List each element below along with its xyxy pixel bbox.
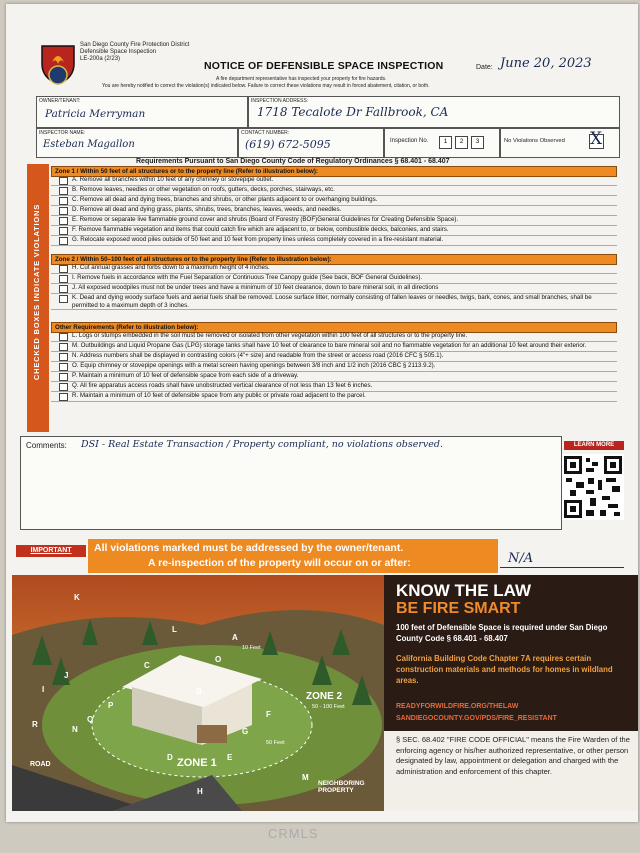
list-item: I. Remove fuels in accordance with the Fuel Separation or Continuous Tree Canopy guide (See back, BOF General Guidelines). bbox=[51, 274, 617, 284]
inspection-no-1[interactable]: 1 bbox=[439, 136, 452, 149]
requirements-heading: Requirements Pursuant to San Diego County Code of Regulatory Ordinances § 68.401 - 68.407 bbox=[136, 158, 450, 165]
violation-checkbox[interactable] bbox=[59, 295, 68, 303]
important-line-1: All violations marked must be addressed by the owner/tenant. bbox=[94, 542, 404, 554]
intro-line-2: You are hereby notified to correct the violation(s) indicated below. Failure to correct these violations may result in forced abatement, citation, or both. bbox=[102, 83, 430, 89]
no-violations-checkbox[interactable] bbox=[589, 129, 604, 149]
fifty-feet-label: 50 Feet bbox=[266, 740, 285, 746]
list-item: H. Cut annual grasses and forbs down to a maximum height of 4 inches. bbox=[51, 264, 617, 274]
inspection-no-field bbox=[384, 128, 500, 158]
inspection-no-2[interactable]: 2 bbox=[455, 136, 468, 149]
list-item: F. Remove flammable vegetation and items that could catch fire which are adjacent to, or below, combustible decks, balconies, and stairs. bbox=[51, 226, 617, 236]
know-the-law-poster bbox=[12, 575, 638, 811]
address-field[interactable] bbox=[248, 96, 620, 128]
poster-letter: A bbox=[232, 633, 238, 642]
poster-link-2[interactable]: SANDIEGOCOUNTY.GOV/PDS/FIRE_RESISTANT bbox=[396, 715, 557, 722]
violation-checkbox[interactable] bbox=[59, 197, 68, 205]
list-item: R. Maintain a minimum of 10 feet of defensible space from any public or private road adjacent to the parcel. bbox=[51, 392, 617, 402]
list-item: G. Relocate exposed wood piles outside of 50 feet and 10 feet from property lines unless completely covered in a fire-resistant material. bbox=[51, 236, 617, 246]
zone1-heading: Zone 1 / Within 50 feet of all structures or to the property line (Refer to illustration below): bbox=[51, 166, 617, 177]
date-label: Date: bbox=[476, 64, 493, 71]
contact-field[interactable] bbox=[238, 128, 384, 158]
other-heading: Other Requirements (Refer to illustration below): bbox=[51, 322, 617, 333]
violation-checkbox[interactable] bbox=[59, 285, 68, 293]
poster-letter: P bbox=[108, 701, 114, 710]
neighboring-property-label: NEIGHBORING PROPERTY bbox=[318, 780, 365, 794]
poster-letter: H bbox=[197, 787, 203, 796]
poster-para-3: § SEC. 68.402 "FIRE CODE OFFICIAL" means the Fire Warden of the enforcing agency or his/her authorized representative, or other person designated by law, appointment or delegation and charged with the administration and enforcement of this chapter. bbox=[396, 735, 630, 776]
contact-value: (619) 672-5095 bbox=[245, 138, 331, 151]
poster-letter: J bbox=[64, 671, 69, 680]
comments-label: Comments: bbox=[26, 441, 67, 450]
violation-checkbox[interactable] bbox=[59, 237, 68, 245]
inspection-no-label: Inspection No. bbox=[390, 138, 429, 144]
list-item: O. Equip chimney or stovepipe openings with a metal screen having openings between 3/8 inch and 1/2 inch (2016 CBC § 2113.9.2). bbox=[51, 362, 617, 372]
list-item: N. Address numbers shall be displayed in contrasting colors (4"+ size) and readable from the street or access road (2016 CFC § 505.1). bbox=[51, 352, 617, 362]
inspection-no-3[interactable]: 3 bbox=[471, 136, 484, 149]
inspector-field[interactable] bbox=[36, 128, 238, 158]
date-value: June 20, 2023 bbox=[500, 56, 592, 71]
list-item: P. Maintain a minimum of 10 feet of defensible space from each side of a driveway. bbox=[51, 372, 617, 382]
violation-checkbox[interactable] bbox=[59, 383, 68, 391]
important-tag: IMPORTANT bbox=[16, 545, 86, 557]
list-item: J. All exposed woodpiles must not be under trees and have a minimum of 10 feet clearance, down to bare mineral soil, in all directions bbox=[51, 284, 617, 294]
list-item: A. Remove all branches within 10 feet of any chimney or stovepipe outlet. bbox=[51, 176, 617, 186]
reinspection-value[interactable]: N/A bbox=[508, 551, 534, 566]
poster-letter: N bbox=[72, 725, 78, 734]
violation-checkbox[interactable] bbox=[59, 343, 68, 351]
poster-para-1: 100 feet of Defensible Space is required under San Diego County Code § 68.401 - 68.407 bbox=[396, 623, 608, 643]
poster-letter: D bbox=[167, 753, 173, 762]
no-violations-mark: X bbox=[590, 129, 603, 149]
list-item: D. Remove all dead and dying grass, plants, shrubs, trees, branches, leaves, weeds, and needles. bbox=[51, 206, 617, 216]
violation-checkbox[interactable] bbox=[59, 227, 68, 235]
watermark: CRMLS bbox=[268, 826, 319, 841]
comments-value: DSI - Real Estate Transaction / Property compliant, no violations observed. bbox=[81, 439, 443, 450]
no-violations-field bbox=[500, 128, 620, 158]
other-list bbox=[51, 332, 617, 402]
ten-feet-label: 10 Feet bbox=[242, 645, 261, 651]
violation-checkbox[interactable] bbox=[59, 275, 68, 283]
zone1-label: ZONE 1 bbox=[177, 757, 217, 769]
zone2-heading: Zone 2 / Within 50–100 feet of all structures or to the property line (Refer to illustration below): bbox=[51, 254, 617, 265]
poster-subheading: BE FIRE SMART bbox=[396, 600, 521, 617]
comments-field[interactable] bbox=[20, 436, 562, 530]
violations-side-label: CHECKED BOXES INDICATE VIOLATIONS bbox=[32, 203, 41, 381]
poster-letter: R bbox=[32, 720, 38, 729]
form-name: Defensible Space Inspection bbox=[80, 49, 157, 55]
list-item: B. Remove leaves, needles or other vegetation on roofs, gutters, decks, porches, stairways, etc. bbox=[51, 186, 617, 196]
poster-letter: B bbox=[196, 687, 202, 696]
zone2-list bbox=[51, 264, 617, 310]
address-label: INSPECTION ADDRESS: bbox=[251, 98, 309, 104]
list-item: L. Logs or stumps embedded in the soil must be removed or isolated from other vegetation within 100 feet of all structures or to the property line. bbox=[51, 332, 617, 342]
poster-letter: I bbox=[42, 685, 45, 694]
zone2-range: 50 - 100 Feet bbox=[312, 704, 345, 710]
violation-checkbox[interactable] bbox=[59, 217, 68, 225]
owner-field[interactable] bbox=[36, 96, 248, 128]
violation-checkbox[interactable] bbox=[59, 363, 68, 371]
poster-link-1[interactable]: READYFORWILDFIRE.ORG/THELAW bbox=[396, 703, 519, 710]
poster-letter: M bbox=[302, 773, 309, 782]
inspector-label: INSPECTOR NAME: bbox=[39, 130, 86, 136]
list-item: C. Remove all dead and dying trees, branches and shrubs, or other plants adjacent to or overhanging buildings. bbox=[51, 196, 617, 206]
address-value: 1718 Tecalote Dr Fallbrook, CA bbox=[257, 105, 449, 119]
poster-heading: KNOW THE LAW bbox=[396, 581, 532, 600]
poster-letter: L bbox=[172, 625, 177, 634]
learn-more-tag: LEARN MORE bbox=[564, 441, 624, 450]
zone1-list bbox=[51, 176, 617, 246]
important-line-2: A re-inspection of the property will occur on or after: bbox=[148, 557, 411, 569]
calfire-logo bbox=[38, 42, 78, 86]
poster-letter: K bbox=[74, 593, 80, 602]
poster-letter: E bbox=[227, 753, 233, 762]
intro-line-1: A fire department representative has inspected your property for fire hazards. bbox=[216, 76, 387, 82]
list-item: E. Remove or separate live flammable ground cover and shrubs (Board of Forestry (BOF)General Guidelines for Creating Defensible Space). bbox=[51, 216, 617, 226]
list-item: K. Dead and dying woody surface fuels and aerial fuels shall be removed. Loose surface litter, normally consisting of fallen leaves or needles, twigs, bark, cones, and small branches, shall be permitted to a maximum depth of 3 inches. bbox=[51, 294, 617, 310]
violation-checkbox[interactable] bbox=[59, 393, 68, 401]
violation-checkbox[interactable] bbox=[59, 187, 68, 195]
poster-letter: Q bbox=[87, 715, 94, 724]
agency-name: San Diego County Fire Protection District bbox=[80, 42, 190, 48]
violation-checkbox[interactable] bbox=[59, 353, 68, 361]
owner-label: OWNER/TENANT: bbox=[39, 98, 81, 104]
no-violations-label: No Violations Observed bbox=[504, 138, 565, 144]
violation-checkbox[interactable] bbox=[59, 177, 68, 185]
poster-letter: O bbox=[215, 655, 222, 664]
contact-label: CONTACT NUMBER: bbox=[241, 130, 290, 136]
zone2-label: ZONE 2 bbox=[306, 691, 343, 702]
poster-letter: G bbox=[242, 727, 249, 736]
qr-code-icon[interactable] bbox=[562, 454, 624, 520]
list-item: M. Outbuildings and Liquid Propane Gas (LPG) storage tanks shall have 10 feet of clearance to bare mineral soil and no flammable vegetation for an additional 10 feet around their exterior. bbox=[51, 342, 617, 352]
road-label: ROAD bbox=[30, 761, 51, 768]
page-title: NOTICE OF DEFENSIBLE SPACE INSPECTION bbox=[204, 60, 444, 72]
poster-letter: C bbox=[144, 661, 150, 670]
violation-checkbox[interactable] bbox=[59, 207, 68, 215]
reinspection-line bbox=[500, 567, 624, 568]
poster-letter: F bbox=[266, 710, 271, 719]
violation-checkbox[interactable] bbox=[59, 373, 68, 381]
inspector-value: Esteban Magallon bbox=[43, 139, 135, 150]
poster-para-2: California Building Code Chapter 7A requires certain construction materials and methods for homes in wildland areas. bbox=[396, 654, 613, 685]
owner-value: Patricia Merryman bbox=[45, 108, 146, 120]
form-id: LE-200a (2/23) bbox=[80, 56, 121, 62]
violation-checkbox[interactable] bbox=[59, 265, 68, 273]
violation-checkbox[interactable] bbox=[59, 333, 68, 341]
list-item: Q. All fire apparatus access roads shall have unobstructed vertical clearance of not less than 13 feet 6 inches. bbox=[51, 382, 617, 392]
